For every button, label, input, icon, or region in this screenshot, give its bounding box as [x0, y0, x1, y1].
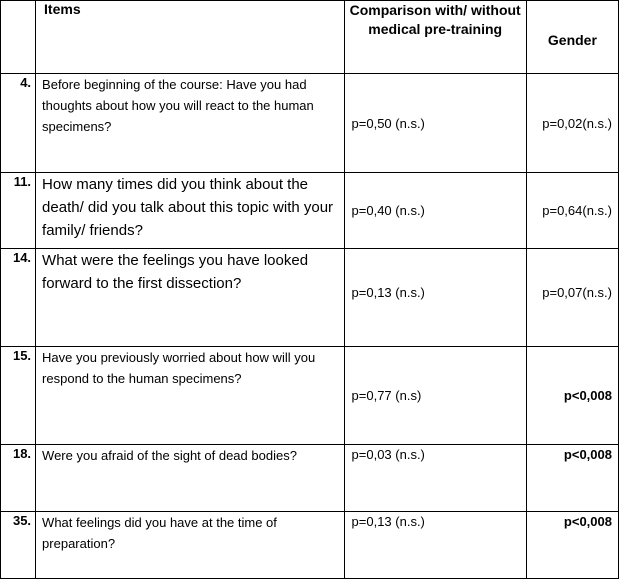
comparison-value: p=0,77 (n.s): [344, 347, 526, 445]
item-question: What feelings did you have at the time of preparation?: [36, 512, 344, 579]
table-row: [1, 347, 619, 445]
item-question: How many times did you think about the death/ did you talk about this topic with your family/ friends?: [36, 173, 344, 249]
table-row: [1, 173, 619, 249]
item-question: What were the feelings you have looked forward to the first dissection?: [36, 249, 344, 347]
item-number: 14.: [1, 249, 36, 347]
gender-value: p<0,008: [526, 445, 618, 512]
table-row: [1, 445, 619, 512]
item-number: 15.: [1, 347, 36, 445]
comparison-value: p=0,40 (n.s.): [344, 173, 526, 249]
item-number: 18.: [1, 445, 36, 512]
table-row: [1, 74, 619, 173]
comparison-value: p=0,13 (n.s.): [344, 249, 526, 347]
item-number: 4.: [1, 74, 36, 173]
table-row: [1, 512, 619, 579]
header-items: Items: [36, 1, 344, 74]
gender-value: p<0,008: [526, 347, 618, 445]
item-number: 11.: [1, 173, 36, 249]
table-row: [1, 249, 619, 347]
gender-value: p=0,64(n.s.): [526, 173, 618, 249]
item-question: Before beginning of the course: Have you had thoughts about how you will react to the human specimens?: [36, 74, 344, 173]
item-question: Were you afraid of the sight of dead bodies?: [36, 445, 344, 512]
gender-value: p<0,008: [526, 512, 618, 579]
comparison-value: p=0,03 (n.s.): [344, 445, 526, 512]
gender-value: p=0,02(n.s.): [526, 74, 618, 173]
header-row: [1, 1, 619, 74]
comparison-value: p=0,50 (n.s.): [344, 74, 526, 173]
header-gender: Gender: [526, 1, 618, 74]
item-number: 35.: [1, 512, 36, 579]
gender-value: p=0,07(n.s.): [526, 249, 618, 347]
header-comparison: Comparison with/ without medical pre-training: [344, 1, 526, 74]
header-num: [1, 1, 36, 74]
item-question: Have you previously worried about how will you respond to the human specimens?: [36, 347, 344, 445]
comparison-value: p=0,13 (n.s.): [344, 512, 526, 579]
